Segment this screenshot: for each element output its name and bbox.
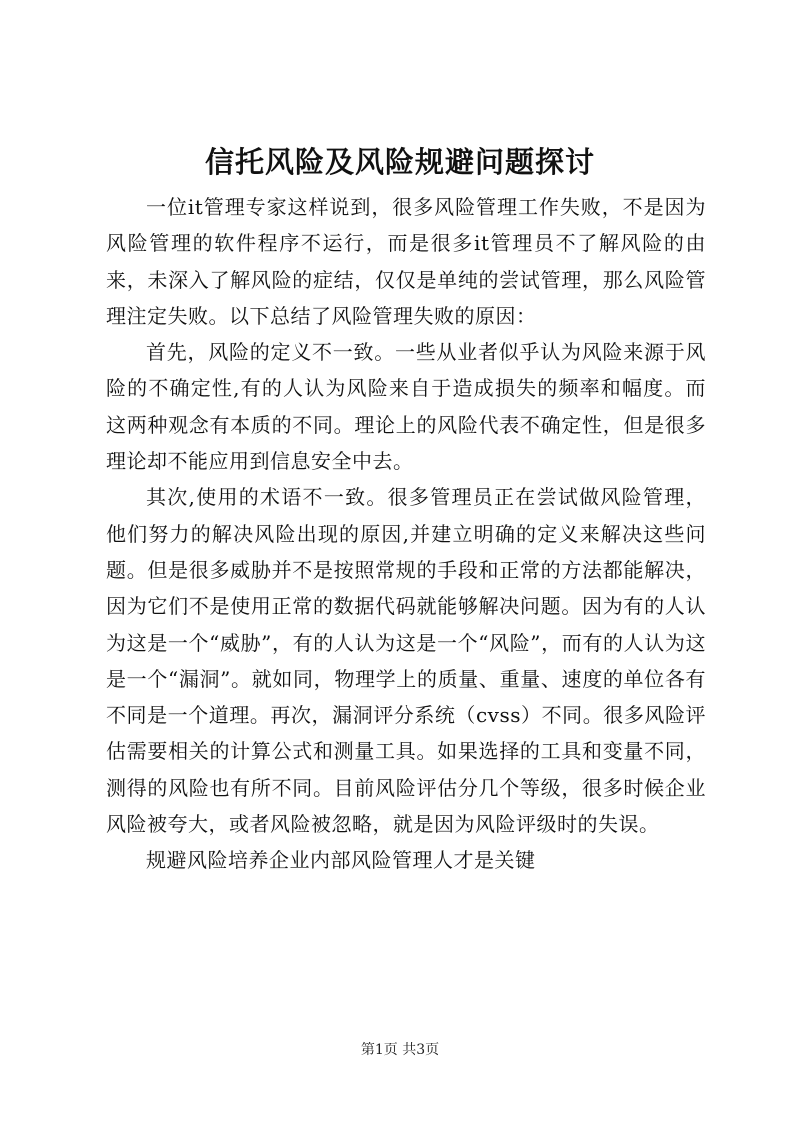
page-number-footer: 第1页 共3页 xyxy=(360,1042,440,1058)
document-title: 信托风险及风险规避问题探讨 xyxy=(204,145,595,179)
document-body xyxy=(106,189,706,879)
paragraph-2: 首先，风险的定义不一致。一些从业者似乎认为风险来源于风险的不确定性,有的人认为风险来自于造成损失的频率和幅度。而这两种观念有本质的不同。理论上的风险代表不确定性，但是很多理论却不能应用到信息安全中去。 xyxy=(106,340,706,474)
paragraph-3: 其次,使用的术语不一致。很多管理员正在尝试做风险管理，他们努力的解决风险出现的原因,并建立明确的定义来解决这些问题。但是很多威胁并不是按照常规的手段和正常的方法都能解决，因为它们不是使用正常的数据代码就能够解决问题。因为有的人认为这是一个“威胁”，有的人认为这是一个“风险”，而有的人认为这是一个“漏洞”。就如同，物理学上的质量、重量、速度的单位各有不同是一个道理。再次，漏洞评分系统（cvss）不同。很多风险评估需要相关的计算公式和测量工具。如果选择的工具和变量不同，测得的风险也有所不同。目前风险评估分几个等级，很多时候企业风险被夸大，或者风险被忽略，就是因为风险评级时的失误。 xyxy=(106,485,706,837)
paragraph-1: 一位it管理专家这样说到，很多风险管理工作失败，不是因为风险管理的软件程序不运行，而是很多it管理员不了解风险的由来，未深入了解风险的症结，仅仅是单纯的尝试管理，那么风险管理注定失败。以下总结了风险管理失败的原因： xyxy=(106,195,706,328)
paragraph-4: 规避风险培养企业内部风险管理人才是关键 xyxy=(146,848,536,873)
